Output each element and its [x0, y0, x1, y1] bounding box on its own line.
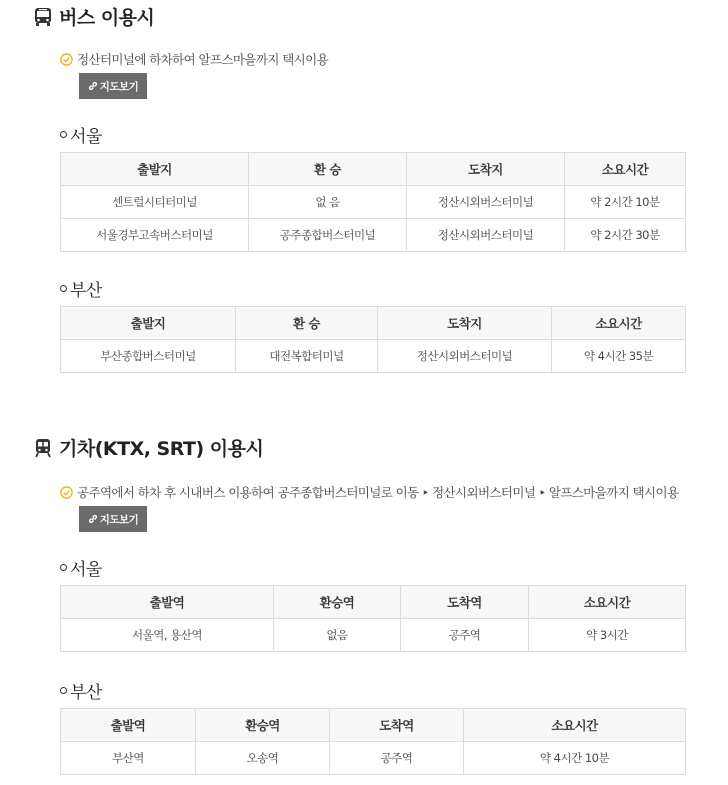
- train-route-note: [60, 483, 678, 501]
- table-header: 출발역: [61, 586, 274, 619]
- table-header: 소요시간: [464, 709, 686, 742]
- train-map-button[interactable]: [79, 506, 147, 532]
- train-note-text: 공주역에서 하차 후 시내버스 이용하여 공주종합버스터미널로 이동 ‣ 정산시외버스터미널 ‣ 알프스마을까지 택시이용: [77, 485, 679, 500]
- table-header: 도착역: [401, 586, 529, 619]
- table-row: [61, 219, 686, 252]
- bus-seoul-table: [60, 152, 686, 252]
- table-header: 출발역: [61, 709, 196, 742]
- table-cell: 공주종합버스터미널: [249, 219, 407, 252]
- bullet-circle-icon: [60, 687, 67, 694]
- train-section-title: [33, 434, 263, 461]
- table-row: [61, 619, 686, 652]
- table-header: 도착역: [330, 709, 464, 742]
- train-busan-heading: [60, 678, 102, 703]
- table-cell: 부산종합버스터미널: [61, 340, 236, 373]
- table-cell: 없 음: [249, 186, 407, 219]
- bus-seoul-heading: [60, 122, 102, 147]
- check-circle-icon: [60, 486, 73, 499]
- table-header-row: [61, 307, 686, 340]
- bus-map-button[interactable]: [79, 73, 147, 99]
- table-cell: 공주역: [401, 619, 529, 652]
- table-cell: 대전복합터미널: [236, 340, 378, 373]
- table-cell: 약 3시간: [529, 619, 686, 652]
- table-header: 도착지: [378, 307, 552, 340]
- table-row: [61, 186, 686, 219]
- table-cell: 정산시외버스터미널: [407, 219, 565, 252]
- table-header: 출발지: [61, 153, 249, 186]
- bus-busan-heading: [60, 276, 102, 301]
- table-cell: 오송역: [196, 742, 330, 775]
- table-cell: 공주역: [330, 742, 464, 775]
- bus-map-button-label: 지도보기: [99, 80, 139, 93]
- table-header: 환 승: [249, 153, 407, 186]
- table-cell: 서울역, 용산역: [61, 619, 274, 652]
- bullet-circle-icon: [60, 564, 67, 571]
- table-cell: 약 2시간 30분: [565, 219, 686, 252]
- train-map-button-label: 지도보기: [99, 513, 139, 526]
- train-busan-label: 부산: [70, 683, 102, 703]
- train-seoul-heading: [60, 555, 102, 580]
- table-cell: 약 4시간 35분: [552, 340, 686, 373]
- bus-note-text: 정산터미널에 하차하여 알프스마을까지 택시이용: [77, 52, 329, 67]
- table-cell: 센트럴시티터미널: [61, 186, 249, 219]
- table-header: 소요시간: [552, 307, 686, 340]
- bus-title-text: 버스 이용시: [59, 7, 155, 29]
- table-header: 환승역: [274, 586, 401, 619]
- table-cell: 부산역: [61, 742, 196, 775]
- table-row: [61, 742, 686, 775]
- table-header-row: [61, 709, 686, 742]
- bus-busan-table: [60, 306, 686, 373]
- table-header-row: [61, 153, 686, 186]
- table-header-row: [61, 586, 686, 619]
- bus-section-title: [33, 3, 154, 30]
- bus-icon: [33, 7, 53, 27]
- train-seoul-table: [60, 585, 686, 652]
- table-cell: 서울경부고속버스터미널: [61, 219, 249, 252]
- table-cell: 정산시외버스터미널: [378, 340, 552, 373]
- bus-busan-label: 부산: [70, 281, 102, 301]
- train-seoul-label: 서울: [70, 560, 102, 580]
- bus-seoul-label: 서울: [70, 127, 102, 147]
- train-icon: [33, 438, 53, 458]
- bullet-circle-icon: [60, 285, 67, 292]
- table-cell: 정산시외버스터미널: [407, 186, 565, 219]
- table-header: 환 승: [236, 307, 378, 340]
- table-cell: 약 2시간 10분: [565, 186, 686, 219]
- bus-route-note: [60, 50, 328, 68]
- table-header: 소요시간: [529, 586, 686, 619]
- bullet-circle-icon: [60, 131, 67, 138]
- table-cell: 없음: [274, 619, 401, 652]
- train-title-text: 기차(KTX, SRT) 이용시: [59, 438, 264, 460]
- check-circle-icon: [60, 53, 73, 66]
- table-header: 출발지: [61, 307, 236, 340]
- table-cell: 약 4시간 10분: [464, 742, 686, 775]
- link-icon: [88, 514, 98, 524]
- table-header: 소요시간: [565, 153, 686, 186]
- table-header: 도착지: [407, 153, 565, 186]
- table-header: 환승역: [196, 709, 330, 742]
- link-icon: [88, 81, 98, 91]
- table-row: [61, 340, 686, 373]
- train-busan-table: [60, 708, 686, 775]
